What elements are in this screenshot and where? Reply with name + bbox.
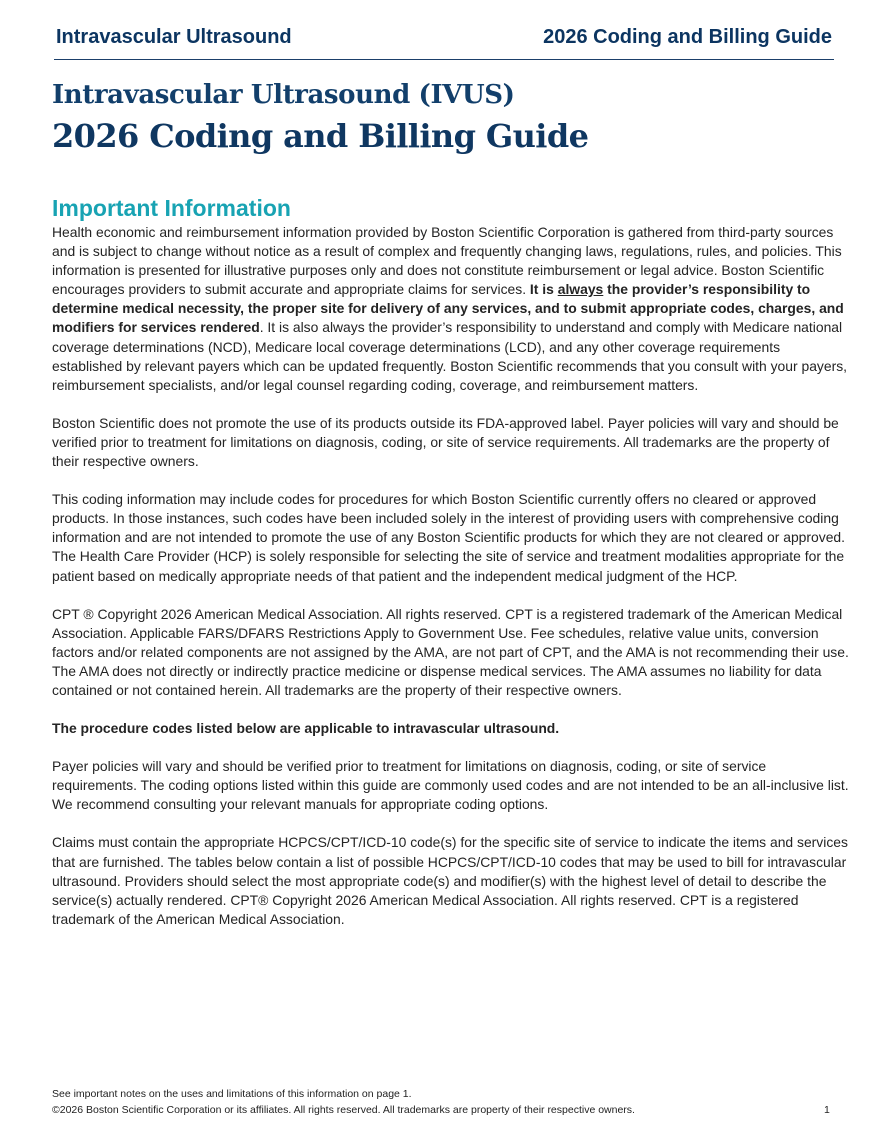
paragraph-claims: Claims must contain the appropriate HCPCS/CPT/ICD-10 code(s) for the specific site of service to indicate the items and services that are furnished. The tables below contain a list of possible HCPCS/CPT/ICD-10 codes that may be used to bill for intravascular ultrasound. Providers should select the most appropriate code(s) and modifier(s) with the highest level of detail to describe the service(s) actually rendered. CPT® Copyright 2026 American Medical Association. All rights reserved. CPT is a registered trademark of the American Medical Association. — [52, 834, 848, 927]
paragraph-cpt-copyright: CPT ® Copyright 2026 American Medical Association. All rights reserved. CPT is a registered trademark of the American Medical Association. Applicable FARS/DFARS Restrictions Apply to Government Use. Fee schedules, relative value units, conversion factors and/or related components are not assigned by the AMA, are not part of CPT, and the AMA is not recommending their use. The AMA does not directly or indirectly practice medicine or dispense medical services. The AMA assumes no liability for data contained or not contained herein. All trademarks are the property of their respective owners. — [52, 605, 849, 698]
paragraph-coding-information: This coding information may include codes for procedures for which Boston Scientific currently offers no cleared or approved products. In those instances, such codes have been included solely in the interest of providing users with comprehensive coding information and are not intended to promote the use of any Boston Scientific products for which they are not cleared or approved. The Health Care Provider (HCP) is solely responsible for selecting the site of service and treatment modalities appropriate for the patient based on medically appropriate needs of that patient and the independent medical judgment of the HCP. — [52, 491, 846, 584]
page-number: 1 — [824, 1104, 830, 1116]
paragraph-procedure-codes-note — [52, 719, 852, 738]
procedure-codes-bold-text: The procedure codes listed below are applicable to intravascular ultrasound. — [52, 720, 560, 737]
paragraph-reimbursement-disclaimer — [52, 223, 852, 395]
document-title-line2: 2026 Coding and Billing Guide — [52, 117, 589, 155]
running-header — [54, 26, 834, 60]
paragraph-1-text-a: Health economic and reimbursement information provided by Boston Scientific Corporation is gathered from third-party sources and is subject to change without notice as a result of complex and frequently changing laws, regulations, rules, and policies. This information is presented for illustrative purposes only and does not constitute reimbursement or legal advice. Boston Scientific encourages providers to submit accurate and appropriate claims for services. — [52, 224, 842, 298]
document-title-line1: Intravascular Ultrasound (IVUS) — [52, 80, 515, 110]
footer-copyright: ©2026 Boston Scientific Corporation or its affiliates. All rights reserved. All trademarks are property of their respective owners. — [52, 1104, 635, 1116]
paragraph-fda-label: Boston Scientific does not promote the use of its products outside its FDA-approved label. Payer policies will vary and should be verified prior to treatment for limitations on diagnosis, coding, or site of service requirements. All trademarks are the property of their respective owners. — [52, 414, 839, 470]
paragraph-payer-policies: Payer policies will vary and should be verified prior to treatment for limitations on diagnosis, coding, or site of service requirements. The coding options listed within this guide are commonly used codes and are not intended to be an all-inclusive list. We recommend consulting your relevant manuals for appropriate coding options. — [52, 758, 849, 813]
paragraph-1-bold-a: It is — [529, 281, 558, 298]
body-text — [52, 223, 852, 948]
header-left-title: Intravascular Ultrasound — [56, 26, 292, 48]
paragraph-1-text-c: . It is also always the provider’s responsibility to understand and comply with Medicare national coverage determinations (NCD), Medicare local coverage determinations (LCD), and any other coverage requirements established by relevant payers which can be updated frequently. Boston Scientific recommends that you consult with your payers, reimbursement specialists, and/or legal counsel regarding coding, coverage, and reimbursement matters. — [52, 319, 848, 393]
footer-note: See important notes on the uses and limitations of this information on page 1. — [52, 1088, 412, 1100]
section-heading-important-information: Important Information — [52, 195, 291, 221]
paragraph-1-emphasis-always: always — [557, 281, 604, 298]
header-right-title: 2026 Coding and Billing Guide — [543, 26, 832, 48]
paragraph-1-bold-b: the provider’s responsibility to determine medical necessity, the proper site for delivery of any services, and to submit appropriate codes, charges, and modifiers for services rendered — [52, 281, 844, 336]
